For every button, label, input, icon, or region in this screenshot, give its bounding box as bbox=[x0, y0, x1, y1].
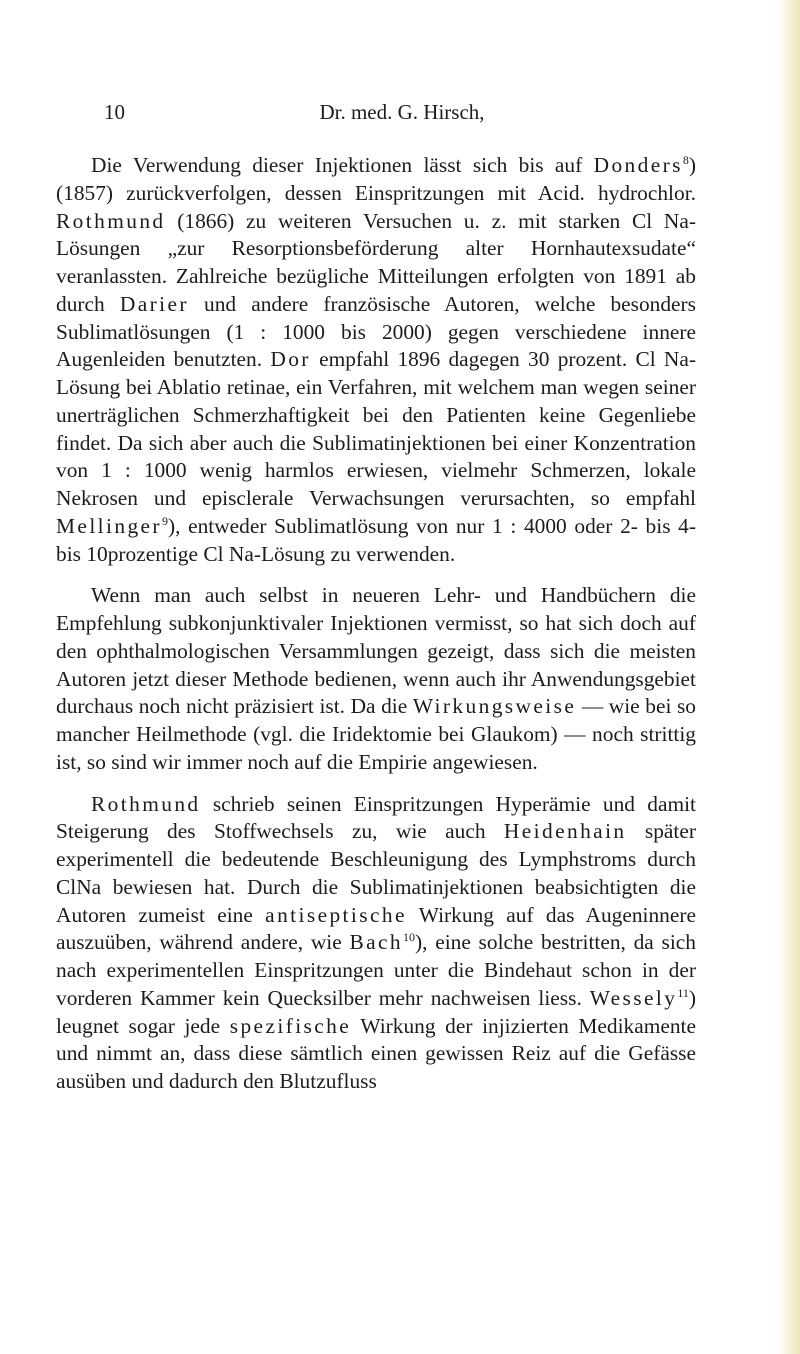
emphasis: spezifische bbox=[229, 1013, 352, 1038]
page-header bbox=[104, 100, 700, 132]
emphasis: antiseptische bbox=[265, 902, 407, 927]
author-name: Wessely bbox=[589, 985, 678, 1010]
footnote-ref: 8 bbox=[682, 153, 689, 167]
author-name: Donders bbox=[593, 153, 683, 177]
text-run: ), entweder Sublimatlösung von nur 1 : 4000 oder 2- bis 4- bis 10prozentige Cl Na-Lösung zu verwenden. bbox=[56, 513, 696, 566]
footnote-ref: 9 bbox=[161, 513, 168, 528]
author-name: Rothmund bbox=[56, 208, 166, 233]
paragraph-1 bbox=[56, 152, 696, 568]
emphasis: Wirkungsweise bbox=[412, 694, 577, 719]
text-run: schrieb seinen Einspritzungen Hyperämie und damit Steigerung des Stoffwechsels zu, wie auch bbox=[56, 791, 696, 844]
text-run: Wenn man auch selbst in neueren Lehr- und Handbüchern die Empfehlung subkonjunktivaler Injektionen vermisst, so hat sich doch auf den ophthalmologischen Versammlungen gezeigt, dass sich die meisten Autoren jetzt dieser Methode bedienen, wenn auch ihr Anwendungsgebiet durchaus noch nicht präzisiert ist. Da die bbox=[56, 583, 696, 719]
text-run: ) leugnet sogar jede bbox=[56, 985, 696, 1038]
page-number: 10 bbox=[104, 100, 125, 124]
author-name: Rothmund bbox=[91, 791, 201, 816]
footnote-ref: 11 bbox=[677, 985, 689, 1000]
running-title: Dr. med. G. Hirsch, bbox=[319, 100, 485, 124]
text-run: und andere französische Autoren, welche besonders Sublimatlösungen (1 : 1000 bis 2000) gegen verschiedene innere Augenleiden benutzten. bbox=[56, 291, 696, 372]
text-run: Die Verwendung dieser Injektionen lässt sich bis auf bbox=[91, 153, 594, 177]
paragraph-3 bbox=[56, 791, 696, 1096]
text-run: — wie bei so mancher Heilmethode (vgl. die Iridektomie bei Glaukom) — noch strittig ist, so sind wir immer noch auf die Empirie angewiesen. bbox=[56, 694, 696, 774]
page-edge bbox=[778, 0, 800, 1354]
text-run: ), eine solche bestritten, da sich nach experimentellen Einspritzungen unter die Bindehaut schon in der vorderen Kammer kein Quecksilber mehr nachweisen liess. bbox=[56, 930, 696, 1010]
text-run: ) (1857) zurückverfolgen, dessen Einspritzungen mit Acid. hydrochlor. bbox=[56, 153, 696, 205]
author-name: Bach bbox=[349, 930, 403, 955]
body-text bbox=[56, 152, 696, 1096]
footnote-ref: 10 bbox=[403, 930, 415, 945]
author-name: Mellinger bbox=[56, 513, 162, 538]
author-name: Darier bbox=[119, 291, 189, 316]
text-run: später experimentell die bedeutende Beschleunigung des Lymphstroms durch ClNa bewiesen hat. Durch die Sublimatinjektionen beabsichtigten die Autoren zumeist eine bbox=[56, 819, 696, 927]
text-run: Wirkung der injizierten Medikamente und nimmt an, dass diese sämtlich einen gewissen Reiz auf die Gefässe ausüben und dadurch den Blutzufluss bbox=[56, 1013, 696, 1093]
text-run: Wirkung auf das Augeninnere auszuüben, während andere, wie bbox=[56, 902, 696, 955]
paragraph-2 bbox=[56, 582, 696, 776]
author-name: Heidenhain bbox=[503, 819, 627, 844]
text-run: (1866) zu weiteren Versuchen u. z. mit starken Cl Na-Lösungen „zur Resorptionsbeförderung alter Hornhautexsudate“ veranlassten. Zahlreiche bezügliche Mitteilungen erfolgten von 1891 ab durch bbox=[56, 208, 696, 316]
author-name: Dor bbox=[270, 347, 311, 372]
text-run: empfahl 1896 dagegen 30 prozent. Cl Na-Lösung bei Ablatio retinae, ein Verfahren, mit welchem man wegen seiner unerträglichen Schmerzhaftigkeit bei den Patienten keine Gegenliebe findet. Da sich aber auch die Sublimatinjektionen bei einer Konzentration von 1 : 1000 wenig harmlos erwiesen, vielmehr Schmerzen, lokale Nekrosen und episclerale Verwachsungen verursachten, so empfahl bbox=[56, 347, 696, 510]
